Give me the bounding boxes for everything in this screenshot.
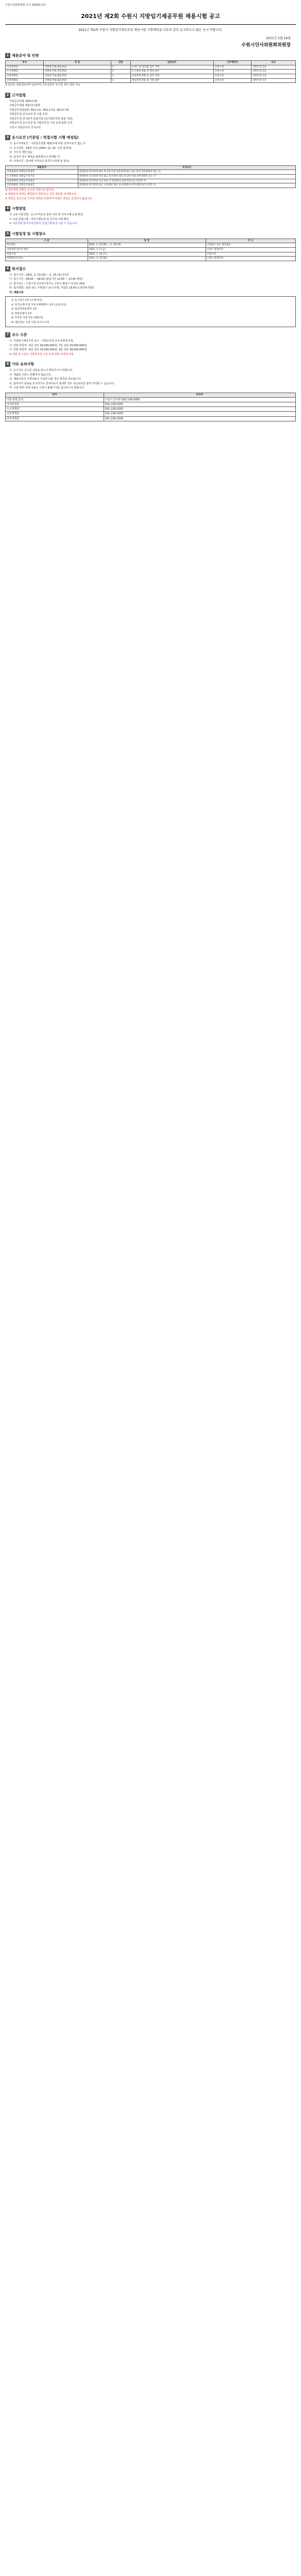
doc-item: ③ 최종학력증명서 1부: [11, 308, 37, 311]
law-item: 수원시 지방공무원 인사규칙: [9, 126, 41, 129]
exam-item: 나. 2차 면접시험 : 직무수행능력 및 공무원 자세 확인: [9, 217, 69, 221]
law-item: 지방공무원임용령 제3조의2, 제21조의3, 제21조의5: [9, 108, 69, 112]
table-row: 안전정책과 031-228-2004: [6, 416, 296, 421]
table-row: 안전정책과 지방임기제 6급 관련분야 박사학위 또는 석사학위 취득 후 관련분야 실무경력 3년 이상인 자: [6, 183, 296, 188]
table-row: 도시정책과 지방임기제 7급 관련분야 석사학위 이상 또는 학사학위 취득 후 3년 이상 실무경력이 있는 자: [6, 174, 296, 179]
section-5-title: 5 시험일정 및 시험장소: [5, 231, 296, 236]
section-8-title: 8 기타 유의사항: [5, 362, 296, 367]
table-row: 교통정책과 지방임기제 (8급상당) 1 교통정책 총괄 및 업무 지원 수원시청 계약기간 2년: [6, 74, 296, 78]
docs-box: [5, 296, 296, 327]
section-1-title: 1 채용분야 및 인원: [5, 53, 296, 58]
table-row: 최종합격자 발표 2021. 3. 15.(월) 수원시 홈페이지: [6, 257, 296, 261]
table-row: 시험 관련 문의 수원시 인사과 031-228-2000: [6, 397, 296, 402]
eligibility-item: 나. 응시연령 : 18세 이상 (2003. 12. 31. 이전 출생자): [9, 146, 72, 150]
eligibility-item: 가. 응시자격요건 : 지방공무원법 제31조에 따른 결격사유가 없는 자: [9, 142, 86, 146]
pay-item: 나. 연봉 하한액 : 6급 상당 39,000,000원, 7급 상당 34,000,000원: [9, 344, 87, 347]
note-item: 다. 제출서류의 기재내용이 사실과 다를 경우 합격을 취소합니다.: [9, 378, 81, 381]
table-row: 자치분권과 지방임기제 (9급상당) 1 스마트 및 정보화 업무 기획 수원시청 계약기간 2년: [6, 65, 296, 70]
law-item: 지방공무원 인사규칙 및 시험 규칙: [9, 113, 47, 116]
eligibility-item: 라. 남자의 경우 병역을 필하였거나 면제된 자: [9, 155, 60, 159]
intro-text: 2021년 제2회 수원시 지방임기제공무원 채용시험 시행계획을 다음과 같이 공고하오니 많은 응시 바랍니다.: [78, 28, 223, 32]
table-row: 원서접수 2021. 2. 23.(화) ~ 2. 25.(목) 우편접수 또는 방문접수: [6, 243, 296, 248]
eligibility-table: 채용분야 자격요건 자치분권과 지방임기제 9급 관련분야 학사학위 취득 후 1년 이상 실무경력 또는 3년 이상 실무경력이 있는 자 도시정책과 지방임기제 7급 관련분야 석사학위 이상 또는 학사학위 취득 후 3년 이상 실무경력이 있는 자 교통정책과 지방임기제 8급 관련분야 학사학위 이상 취득 후 관련분야 실무경력 1년 이상인 자 안전정책과 지방임기제 6급 관련분야 박사학위 또는 석사학위 취득 후 관련분야 실무경력 3년 이상인 자: [5, 165, 296, 188]
docs-title: 마. 제출서류: [9, 291, 24, 294]
pay-item: ※ 연봉 외 수당은 지방공무원 수당 등에 관한 규정에 따름: [9, 352, 74, 356]
table-row: 교통정책과 지방임기제 8급 관련분야 학사학위 이상 취득 후 관련분야 실무경력 1년 이상인 자: [6, 179, 296, 183]
table-row: 자치분권과 지방임기제 9급 관련분야 학사학위 취득 후 1년 이상 실무경력 또는 3년 이상 실무경력이 있는 자: [6, 170, 296, 175]
pay-item: 다. 연봉 하한액 : 8급 상당 31,000,000원, 9급 상당 28,000,000원: [9, 348, 87, 352]
doc-item: ② 자기소개서 및 직무수행계획서 1부 (소정서식): [11, 303, 66, 307]
eligibility-note: ※ 경력은 상근으로 근무한 경력만 인정하며 비상근 경력은 인정하지 않습니다.: [5, 197, 93, 200]
notice-number: 수원시선관위원회 공고 제2021-7호: [5, 4, 46, 7]
section-3-title: 3 응시요건 (기준일 : 면접시험 시행 예정일): [5, 135, 296, 140]
section-4-title: 4 시험방법: [5, 206, 296, 211]
doc-item: ⑥ 개인정보 수집 이용 동의서 1부: [11, 320, 49, 324]
law-item: 지방공무원 보수규정 및 지방공무원 수당 등에 관한 규정: [9, 122, 73, 125]
table-row: 안전정책과 지방임기제 (6급상당) 1 재난안전 총괄 및 기획 업무 수원시청 계약기간 2년: [6, 78, 296, 83]
table-row: 면접시험 2021. 3. 10.(수) 수원시청: [6, 252, 296, 257]
note-item: 라. 합격자가 임용을 포기하거나 결격사유가 발생한 경우 차순위자를 합격 처리할 수 있습니다.: [9, 382, 115, 385]
application-item: 다. 접수장소 : 수원시청 인사과 (경기도 수원시 팔달구 효원로 241): [9, 282, 85, 285]
law-item: 지방공무원 인사분야 통합지침 (임기제공무원 임용 지침): [9, 117, 73, 121]
section-7-title: 7 보수 수준: [5, 332, 296, 337]
table-row: 교통정책과 031-228-2003: [6, 412, 296, 416]
eligibility-note: ※ 관련분야 학위는 해당분야 학과 또는 전공 학위를 의미합니다.: [5, 193, 77, 196]
table-row: 도시정책과 031-228-2002: [6, 407, 296, 412]
application-item: 가. 접수기간 : 2021. 2. 23.(화) ~ 2. 25.(목) 3일간: [9, 273, 69, 277]
doc-item: ① 응시원서 1부 (소정서식): [11, 299, 42, 302]
table-row: 서류전형 합격자 발표 2021. 3. 5.(금) 수원시 홈페이지: [6, 248, 296, 252]
note-item: 나. 제출된 서류는 반환하지 않습니다.: [9, 373, 52, 377]
signature: 수원시인사위원회위원장: [241, 43, 291, 48]
page: [0, 0, 301, 425]
page-title: 2021년 제2회 수원시 지방임기제공무원 채용시험 공고: [5, 9, 296, 25]
law-item: 지방공무원법 제25조의5: [9, 99, 38, 103]
recruit-note: ※ 임기는 임용일로부터 2년이며 근무실적이 우수한 경우 연장 가능: [5, 83, 80, 87]
contact-table: 분야 문의처 시험 관련 문의 수원시 인사과 031-228-2000 자치분권과 031-228-2001 도시정책과 031-228-2002 교통정책과 031-228-2003 안전정책과 031-228-2004: [5, 393, 296, 421]
doc-item: ④ 경력증명서 1부: [11, 312, 32, 315]
table-row: 도시정책과 지방임기제 (7급상당) 1 도시재생 총괄 및 행정 업무 수원시청 계약기간 2년: [6, 70, 296, 74]
eligibility-note: ※ 실무경력 산정은 공고일 기준으로 합니다.: [5, 188, 55, 192]
application-item: 나. 접수시간 : 09:00 ~ 18:00 (점심시간 12:00 ~ 13:00 제외): [9, 278, 83, 281]
pay-item: 가. 지방임기제공무원 보수 : 지방공무원 보수규정에 따름: [9, 340, 73, 343]
eligibility-item: 마. 자격요건 : 분야별 자격요건 충족자 (아래 표 참조): [9, 160, 70, 163]
law-item: 지방공무원법 제27조의2항: [9, 104, 40, 108]
application-item: 라. 접수방법 : 방문 또는 우편접수 (등기우편, 마감일 18:00 도착분에 한함): [9, 286, 94, 290]
note-item: 마. 시험 관련 상세 내용은 수원시 홈페이지를 참고하시기 바랍니다.: [9, 386, 85, 390]
exam-item: ※ 서류전형 합격자에 한하여 면접시험에 응시할 수 있습니다.: [9, 222, 78, 226]
schedule-table: 구 분 일 정 비 고 원서접수 2021. 2. 23.(화) ~ 2. 25.(목) 우편접수 또는 방문접수 서류전형 합격자 발표 2021. 3. 5.(금) 수원시 홈페이지 면접시험 2021. 3. 10.(수) 수원시청 최종합격자 발표 2021. 3. 15.(월) 수원시 홈페이지: [5, 239, 296, 261]
header-bar: [5, 3, 296, 7]
table-row: 자치분권과 031-228-2001: [6, 402, 296, 406]
notice-date: 2021년 2월 16일: [266, 37, 291, 40]
doc-item: ⑤ 자격증 사본 1부 (해당자): [11, 316, 43, 320]
recruit-table: 부서 직 급 인원 담당업무 근무예정지 비고 자치분권과 지방임기제 (9급상당) 1 스마트 및 정보화 업무 기획 수원시청 계약기간 2년 도시정책과 지방임기제 (7급상당) 1 도시재생 총괄 및 행정 업무 수원시청 계약기간 2년 교통정책과 지방임기제 (8급상당) 1 교통정책 총괄 및 업무 지원 수원시청 계약기간 2년 안전정책과 지방임기제 (6급상당) 1 재난안전 총괄 및 기획 업무 수원시청 계약기간 2년: [5, 60, 296, 83]
section-6-title: 6 원서접수: [5, 266, 296, 272]
eligibility-item: 다. 거주지 제한 없음: [9, 151, 32, 155]
exam-item: 가. 1차 서류전형 : 응시자격요건 충족 여부 및 직무수행 능력 확인: [9, 213, 83, 217]
section-2-title: 2 근거법령: [5, 93, 296, 98]
note-item: 가. 응시자는 공고문 내용을 반드시 확인하시기 바랍니다.: [9, 369, 73, 372]
